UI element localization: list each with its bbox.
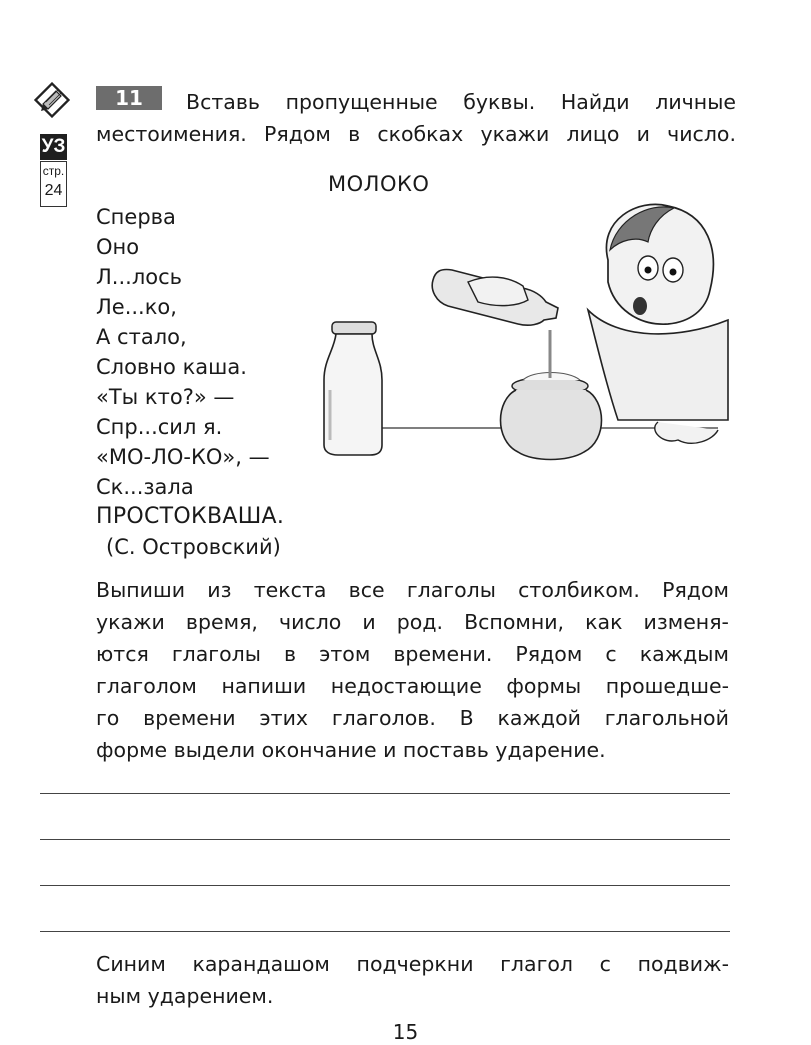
text-row-last: ным ударением. [96, 984, 274, 1008]
poem-line: Ск...зала [96, 475, 194, 499]
word: этом [319, 642, 371, 666]
word: род. [396, 610, 444, 634]
poem-author: (С. Островский) [106, 535, 281, 559]
writing-line [40, 839, 730, 840]
word: ются [96, 642, 149, 666]
word: изменя- [643, 610, 729, 634]
word: Синим [96, 952, 166, 976]
word: го [96, 706, 120, 730]
poem-line: Спр...сил я. [96, 415, 223, 439]
uz-badge-label: УЗ [41, 136, 66, 157]
writing-line [40, 885, 730, 886]
text-row [96, 638, 729, 670]
page-ref-number: 24 [44, 182, 63, 199]
word: В [459, 706, 474, 730]
word: каждым [639, 642, 729, 666]
poem-line: Оно [96, 235, 140, 259]
word: глагольной [604, 706, 729, 730]
word: время, [185, 610, 258, 634]
word: времени. [393, 642, 493, 666]
word: из [207, 578, 232, 602]
word: Вспомни, [464, 610, 565, 634]
poem-line: «МО-ЛО-КО», — [96, 445, 270, 469]
page-number: 15 [392, 1020, 419, 1044]
word: карандашом [192, 952, 330, 976]
word: каждой [497, 706, 581, 730]
word: с [605, 642, 617, 666]
pot-drawing [501, 330, 602, 460]
word: формы [506, 674, 582, 698]
poem [96, 202, 284, 562]
word: с [599, 952, 611, 976]
poem-line: «Ты кто?» — [96, 385, 235, 409]
word: все [348, 578, 385, 602]
word: недостающие [330, 674, 482, 698]
pencil-icon [34, 82, 70, 118]
page-ref-label: стр. [42, 164, 65, 178]
text-row [96, 702, 729, 734]
word: глаголы [406, 578, 496, 602]
task-instruction [96, 86, 736, 150]
word: глаголы [171, 642, 261, 666]
word: времени [143, 706, 236, 730]
poem-line: Л...лось [96, 265, 183, 289]
word: этих [259, 706, 309, 730]
word: напиши [221, 674, 307, 698]
writing-line [40, 793, 730, 794]
task-instruction-line1: Вставь пропущенные буквы. Найди личные [186, 90, 736, 114]
word: глаголом [96, 674, 197, 698]
boy-pouring-milk-illustration [318, 190, 738, 475]
word: Рядом [662, 578, 729, 602]
word: подвиж- [637, 952, 729, 976]
text-row-last: форме выдели окончание и поставь ударение. [96, 738, 606, 762]
word: Рядом [515, 642, 583, 666]
writing-line [40, 931, 730, 932]
task-instruction-line2: местоимения. Рядом в скобках укажи лицо и число. [96, 122, 736, 146]
text-row [96, 574, 729, 606]
word: подчеркни [356, 952, 474, 976]
word: глагол [500, 952, 574, 976]
word: текста [253, 578, 327, 602]
text-row [96, 606, 729, 638]
word: число [279, 610, 342, 634]
verb-instruction [96, 574, 729, 766]
word: как [585, 610, 623, 634]
poem-line: Ле...ко, [96, 295, 177, 319]
milk-bottle-drawing [324, 322, 382, 455]
word: столбиком. [518, 578, 640, 602]
word: в [283, 642, 297, 666]
underline-instruction [96, 948, 729, 1012]
poem-line: А стало, [96, 325, 187, 349]
poem-line: ПРОСТОКВАША. [96, 504, 285, 529]
task-number: 11 [115, 86, 143, 110]
word: и [362, 610, 376, 634]
poem-line: Сперва [96, 205, 176, 229]
word: укажи [96, 610, 165, 634]
uz-badge [40, 134, 67, 160]
poem-line: Словно каша. [96, 355, 247, 379]
text-row [96, 670, 729, 702]
word: прошедше- [605, 674, 729, 698]
word: глаголов. [331, 706, 436, 730]
text-row [96, 948, 729, 980]
word: Выпиши [96, 578, 186, 602]
page-reference [40, 161, 67, 207]
poem-title: МОЛОКО [328, 172, 430, 196]
